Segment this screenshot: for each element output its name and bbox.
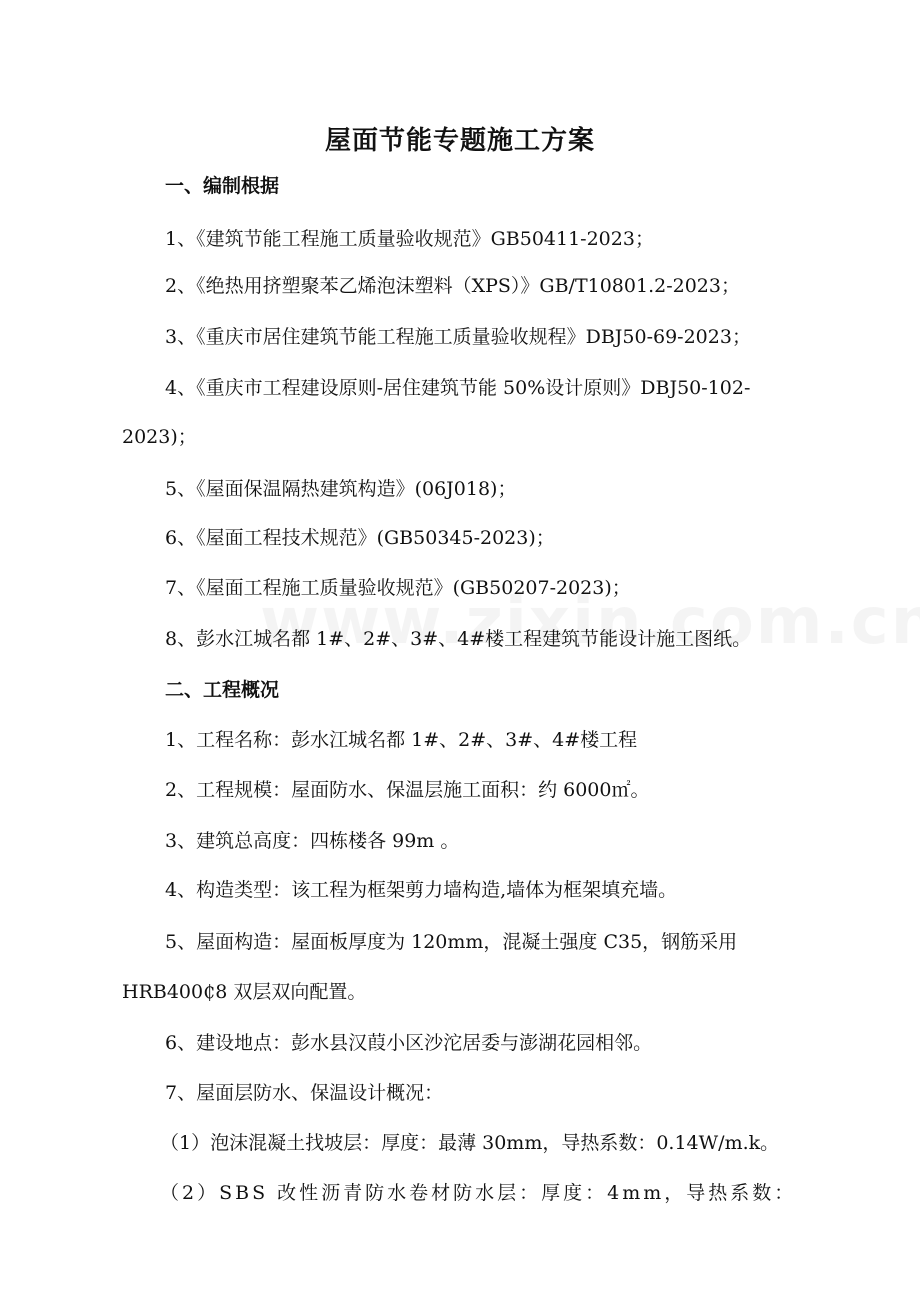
overview-item-2: 2、工程规模：屋面防水、保温层施工面积：约 6000㎡。: [165, 779, 650, 801]
basis-item-5: 5、《屋面保温隔热建筑构造》(06J018)；: [165, 478, 517, 500]
basis-item-1: 1、《建筑节能工程施工质量验收规范》GB50411-2023；: [165, 228, 654, 250]
overview-item-3: 3、建筑总高度：四栋楼各 99m 。: [165, 830, 460, 852]
basis-item-8: 8、彭水江城名都 1#、2#、3#、4#楼工程建筑节能设计施工图纸。: [165, 628, 752, 650]
basis-item-7: 7、《屋面工程施工质量验收规范》(GB50207-2023)；: [165, 577, 631, 599]
overview-item-4: 4、构造类型：该工程为框架剪力墙构造,墙体为框架填充墙。: [165, 879, 678, 901]
overview-item-1: 1、工程名称：彭水江城名都 1#、2#、3#、4#楼工程: [165, 729, 638, 751]
section-heading-basis: 一、编制根据: [165, 175, 280, 197]
section-heading-overview: 二、工程概况: [165, 679, 280, 701]
document-title: 屋面节能专题施工方案: [324, 126, 595, 156]
overview-item-5: 5、屋面构造：屋面板厚度为 120mm，混凝土强度 C35，钢筋采用: [165, 931, 738, 953]
overview-item-6: 6、建设地点：彭水县汉葭小区沙沱居委与澎湖花园相邻。: [165, 1032, 653, 1054]
overview-subitem-1: （1）泡沫混凝土找坡层：厚度：最薄 30mm，导热系数：0.14W/m.k。: [160, 1132, 780, 1154]
overview-item-7: 7、屋面层防水、保温设计概况：: [165, 1082, 444, 1104]
basis-item-4-cont: 2023)；: [122, 426, 197, 448]
overview-item-5-cont: HRB400₵8 双层双向配置。: [122, 981, 367, 1003]
basis-item-2: 2、《绝热用挤塑聚苯乙烯泡沫塑料（XPS）》GB/T10801.2-2023；: [165, 275, 740, 297]
basis-item-4: 4、《重庆市工程建设原则-居住建筑节能 50%设计原则》DBJ50-102-: [165, 377, 751, 399]
basis-item-6: 6、《屋面工程技术规范》(GB50345-2023)；: [165, 527, 555, 549]
overview-subitem-2: （2）SBS 改性沥青防水卷材防水层：厚度：4mm，导热系数：: [160, 1182, 797, 1204]
basis-item-3: 3、《重庆市居住建筑节能工程施工质量验收规程》DBJ50-69-2023；: [165, 326, 751, 348]
